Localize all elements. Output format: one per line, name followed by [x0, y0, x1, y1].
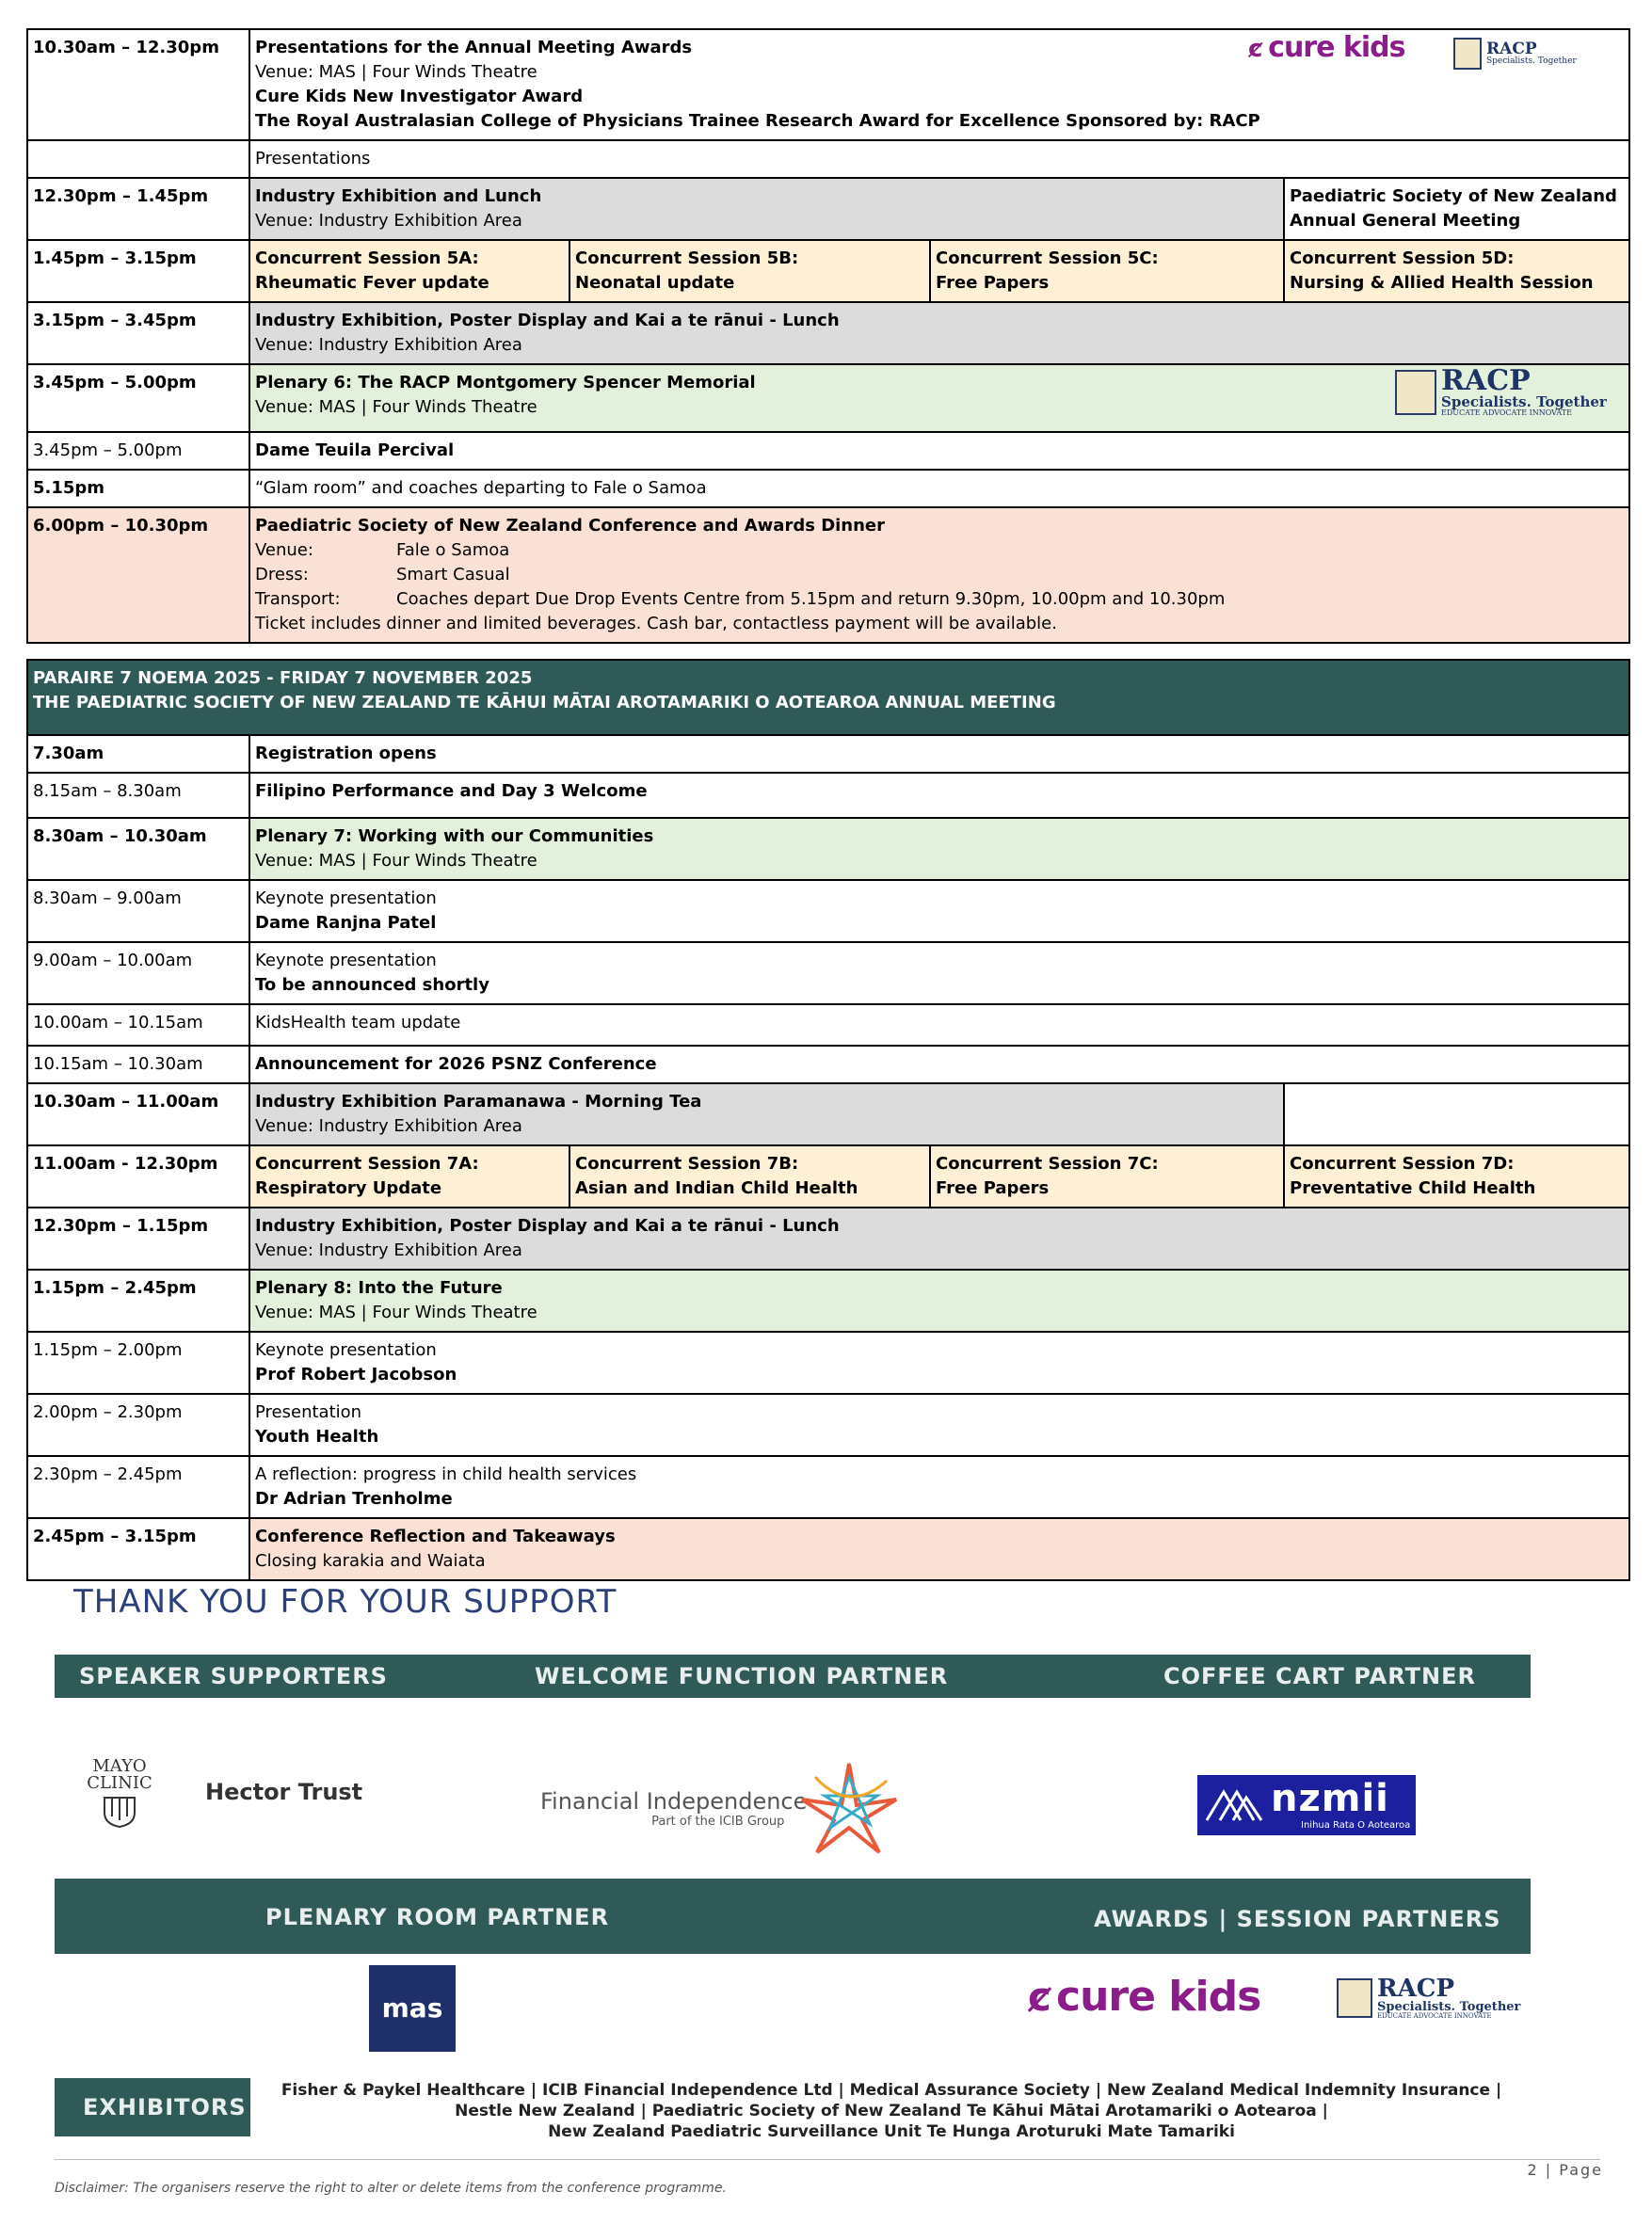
table-row: 12.30pm – 1.45pm Industry Exhibition and Lunch Venue: Industry Exhibition Area Paediatric Society of New Zealand Annual General Meeting	[27, 178, 1629, 240]
footer-divider	[55, 2159, 1600, 2160]
plenary-partner-label: PLENARY ROOM PARTNER	[265, 1904, 610, 1930]
table-row: 8.30am – 10.30am Plenary 7: Working with our Communities Venue: MAS | Four Winds Theatre	[27, 818, 1629, 880]
table-row: 9.00am – 10.00am Keynote presentation To be announced shortly	[27, 942, 1629, 1004]
awards-partners-label: AWARDS | SESSION PARTNERS	[1094, 1906, 1501, 1932]
cure-kids-figure-icon: ȼ	[1028, 1974, 1051, 2020]
table-row: 2.45pm – 3.15pm Conference Reflection and Takeaways Closing karakia and Waiata	[27, 1518, 1629, 1580]
table-row: 1.45pm – 3.15pm Concurrent Session 5A: Rheumatic Fever update Concurrent Session 5B: Neonatal update Concurrent Session 5C: Free Papers Concurrent Session 5D: Nursing & Allied Health Session	[27, 240, 1629, 302]
speaker-supporters-label: SPEAKER SUPPORTERS	[79, 1663, 388, 1689]
racp-crest-icon	[1453, 38, 1482, 70]
table-row: 8.30am – 9.00am Keynote presentation Dame Ranjna Patel	[27, 880, 1629, 942]
sponsor-band-middle	[55, 1879, 1531, 1954]
table-row: 2.30pm – 2.45pm A reflection: progress in child health services Dr Adrian Trenholme	[27, 1456, 1629, 1518]
sponsor-band-top	[55, 1655, 1531, 1698]
racp-logo: RACP Specialists. Together	[1453, 38, 1577, 70]
day3-programme-table	[26, 659, 1630, 1581]
table-row: 1.15pm – 2.00pm Keynote presentation Prof Robert Jacobson	[27, 1332, 1629, 1394]
session-7d: Concurrent Session 7D: Preventative Child Health	[1284, 1145, 1629, 1208]
session-5c: Concurrent Session 5C: Free Papers	[930, 240, 1284, 302]
nzmii-logo: nzmii Inihua Rata O Aotearoa	[1197, 1775, 1416, 1835]
racp-logo: RACP Specialists. Together EDUCATE ADVOCATE INNOVATE	[1395, 367, 1607, 417]
thank-you-heading: THANK YOU FOR YOUR SUPPORT	[73, 1583, 617, 1621]
racp-logo: RACP Specialists. Together EDUCATE ADVOCATE INNOVATE	[1337, 1976, 1520, 2020]
table-row	[27, 140, 1629, 178]
session-7c: Concurrent Session 7C: Free Papers	[930, 1145, 1284, 1208]
table-row: 6.00pm – 10.30pm Paediatric Society of New Zealand Conference and Awards Dinner Venue: Fale o Samoa Dress: Smart Casual Transport: Coaches depart Due Drop Events Centre from 5.15pm and return 9.30pm, 10.00pm and 10.30pm Ticket includes dinner and limited beverages. Cash bar, contactless payment will be available.	[27, 507, 1629, 643]
table-row: 10.15am – 10.30am Announcement for 2026 PSNZ Conference	[27, 1046, 1629, 1083]
table-row: 10.00am – 10.15am KidsHealth team update	[27, 1004, 1629, 1046]
mas-logo: mas	[369, 1965, 456, 2052]
table-row: 1.15pm – 2.45pm Plenary 8: Into the Future Venue: MAS | Four Winds Theatre	[27, 1270, 1629, 1332]
day2-programme-table	[26, 28, 1630, 644]
day3-date-heading: PARAIRE 7 NOEMA 2025 - FRIDAY 7 NOVEMBER 2025	[33, 668, 533, 688]
racp-crest-icon	[1395, 370, 1436, 415]
hector-trust-logo: Hector Trust	[205, 1779, 363, 1805]
table-row: 5.15pm “Glam room” and coaches departing to Fale o Samoa	[27, 470, 1629, 507]
welcome-partner-label: WELCOME FUNCTION PARTNER	[535, 1663, 949, 1689]
session-5b: Concurrent Session 5B: Neonatal update	[569, 240, 930, 302]
table-row: 3.45pm – 5.00pm Plenary 6: The RACP Montgomery Spencer Memorial Venue: MAS | Four Winds Theatre RACP Specialists. Together EDUCATE ADVOCATE INNOVATE	[27, 364, 1629, 432]
mayo-shield-icon	[101, 1796, 138, 1828]
row-venue: Venue: MAS | Four Winds Theatre	[255, 62, 537, 82]
award-racp: The Royal Australasian College of Physicians Trainee Research Award for Excellence Sponsored by: RACP	[255, 111, 1260, 131]
cure-kids-logo: ȼ cure kids	[1028, 1973, 1261, 2021]
cure-kids-logo: ȼ cure kids	[1248, 31, 1405, 64]
disclaimer: Disclaimer: The organisers reserve the right to alter or delete items from the conference programme.	[55, 2181, 727, 2196]
table-row: 8.15am – 8.30am Filipino Performance and Day 3 Welcome	[27, 773, 1629, 818]
nzmii-mark-icon	[1205, 1784, 1263, 1824]
session-7a: Concurrent Session 7A: Respiratory Update	[249, 1145, 569, 1208]
session-7b: Concurrent Session 7B: Asian and Indian Child Health	[569, 1145, 930, 1208]
table-row: 2.00pm – 2.30pm Presentation Youth Health	[27, 1394, 1629, 1456]
table-row: 7.30am Registration opens	[27, 735, 1629, 773]
day3-meeting-heading: THE PAEDIATRIC SOCIETY OF NEW ZEALAND TE KĀHUI MĀTAI AROTAMARIKI O AOTEAROA ANNUAL MEETING	[33, 693, 1056, 712]
table-row: 12.30pm – 1.15pm Industry Exhibition, Poster Display and Kai a te rānui - Lunch Venue: Industry Exhibition Area	[27, 1208, 1629, 1270]
session-5a: Concurrent Session 5A: Rheumatic Fever update	[249, 240, 569, 302]
racp-crest-icon	[1337, 1978, 1372, 2018]
row-subtitle: Presentations	[249, 140, 1629, 178]
row-time: 10.30am – 12.30pm	[27, 29, 249, 140]
financial-independence-logo: Financial Independence Part of the ICIB Group	[540, 1788, 808, 1829]
exhibitors-list: Fisher & Paykel Healthcare | ICIB Financial Independence Ltd | Medical Assurance Society | New Zealand Medical Indemnity Insurance | Nestle New Zealand | Paediatric Society of New Zealand Te Kāhui Mātai Arotamariki o Aotearoa | New Zealand Paediatric Surveillance Unit Te Hunga Aroturuki Mate Tamariki	[281, 2081, 1502, 2141]
table-row	[27, 29, 1629, 140]
fi-star-icon	[796, 1758, 902, 1858]
session-5d: Concurrent Session 5D: Nursing & Allied Health Session	[1284, 240, 1629, 302]
table-row: 3.45pm – 5.00pm Dame Teuila Percival	[27, 432, 1629, 470]
mayo-clinic-logo: MAYO CLINIC	[77, 1758, 162, 1832]
day3-header	[27, 660, 1629, 735]
award-cure-kids: Cure Kids New Investigator Award	[255, 87, 584, 106]
table-row: 11.00am - 12.30pm Concurrent Session 7A: Respiratory Update Concurrent Session 7B: Asian and Indian Child Health Concurrent Session 7C: Free Papers Concurrent Session 7D: Preventative Child Health	[27, 1145, 1629, 1208]
agm-cell: Paediatric Society of New Zealand Annual General Meeting	[1284, 178, 1629, 240]
page-number: 2 | Page	[1527, 2161, 1603, 2179]
table-row: 3.15pm – 3.45pm Industry Exhibition, Poster Display and Kai a te rānui - Lunch Venue: Industry Exhibition Area	[27, 302, 1629, 364]
table-row: 10.30am – 11.00am Industry Exhibition Paramanawa - Morning Tea Venue: Industry Exhibition Area	[27, 1083, 1629, 1145]
cure-kids-figure-icon: ȼ	[1248, 35, 1263, 63]
row-title: Presentations for the Annual Meeting Awards	[255, 38, 693, 57]
coffee-partner-label: COFFEE CART PARTNER	[1163, 1663, 1476, 1689]
exhibitors-label: EXHIBITORS	[83, 2094, 247, 2120]
exhibitors-band	[55, 2078, 250, 2136]
